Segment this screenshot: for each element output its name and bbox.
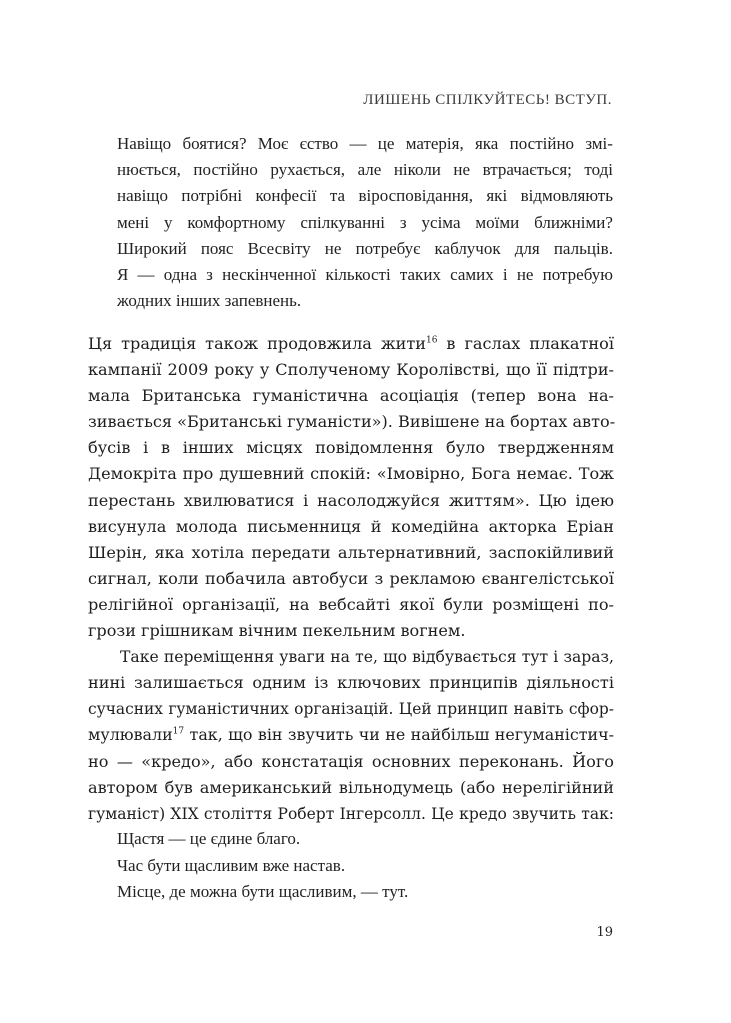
quote-line: Навіщо боятися? Моє єство — це матерія, яка постійно змі-	[117, 134, 613, 153]
paragraph-line: Демокріта про душевний спокій: «Імовірно, Бога немає. Тож	[88, 464, 614, 484]
credo-verse	[117, 826, 408, 906]
paragraph-line: автором був американський вільнодумець (або нерелігійний	[88, 777, 614, 797]
quote-line: жодних інших запевнень.	[117, 291, 302, 311]
paragraph-line: но — «кредо», або констатація основних переконань. Його	[88, 751, 614, 771]
paragraph-tradition	[88, 331, 614, 827]
quote-line: навіщо потрібні конфесії та віросповідання, які відмовляють	[117, 186, 613, 206]
quote-line: нюється, постійно рухається, але ніколи не втрачається; тоді	[117, 160, 613, 180]
quote-line: Я — одна з нескінченної кількості таких самих і не потребую	[117, 265, 613, 285]
quote-line: Широкий пояс Всесвіту не потребує каблучок для пальців.	[117, 238, 613, 258]
paragraph-line: мулювали$^{17}$ так, що він звучить чи не найбільш негуманістич-	[88, 725, 614, 745]
running-header: ЛИШЕНЬ СПІЛКУЙТЕСЬ! ВСТУП.	[363, 92, 612, 108]
paragraph-line: висунула молода письменниця й комедійна акторка Еріан	[88, 516, 614, 536]
paragraph-line: Таке переміщення уваги на те, що відбувається тут і зараз,	[120, 648, 614, 667]
paragraph-line: сучасних гуманістичних організацій. Цей принцип навіть сфор-	[88, 700, 614, 719]
paragraph-line: зивається «Британські гуманісти»). Вивішене на бортах авто-	[88, 412, 616, 432]
paragraph-line: перестань хвилюватися і насолоджуйся життям». Цю ідею	[88, 490, 614, 510]
paragraph-line: нині залишається одним із ключових принципів діяльності	[88, 673, 614, 693]
verse-line: Щастя — це єдине благо.	[117, 829, 301, 848]
paragraph-line: бусів і в інших місцях повідомлення було твердженням	[88, 438, 614, 458]
paragraph-line: Шерін, яка хотіла передати альтернативний, заспокійливий	[88, 542, 614, 562]
page-number: 19	[596, 925, 613, 940]
quote-block	[117, 131, 613, 314]
paragraph-line: сигнал, коли побачила автобуси з рекламою євангелістської	[88, 568, 614, 588]
paragraph-line: мала Британська гуманістична асоціація (тепер вона на-	[88, 386, 614, 406]
paragraph-line: гуманіст) XIX століття Роберт Інгерсолл. Це кредо звучить так:	[88, 804, 614, 823]
verse-line: Місце, де можна бути щасливим, — тут.	[117, 882, 409, 901]
footnote-ref-16[interactable]: 16	[426, 335, 438, 346]
paragraph-line: релігійної організації, на вебсайті якої були розміщені по-	[88, 594, 614, 614]
verse-line: Час бути щасливим вже настав.	[117, 855, 346, 875]
paragraph-line: грози грішникам вічним пекельним вогнем.	[88, 621, 466, 641]
paragraph-line: кампанії 2009 року у Сполученому Королівстві, що її підтри-	[88, 360, 614, 380]
quote-line: мені у комфортному спілкуванні з усіма моїми ближніми?	[117, 212, 613, 232]
footnote-ref-17[interactable]: 17	[172, 727, 185, 738]
paragraph-line: Ця традиція також продовжила жити$^{16}$ в гаслах плакатної	[88, 334, 614, 353]
